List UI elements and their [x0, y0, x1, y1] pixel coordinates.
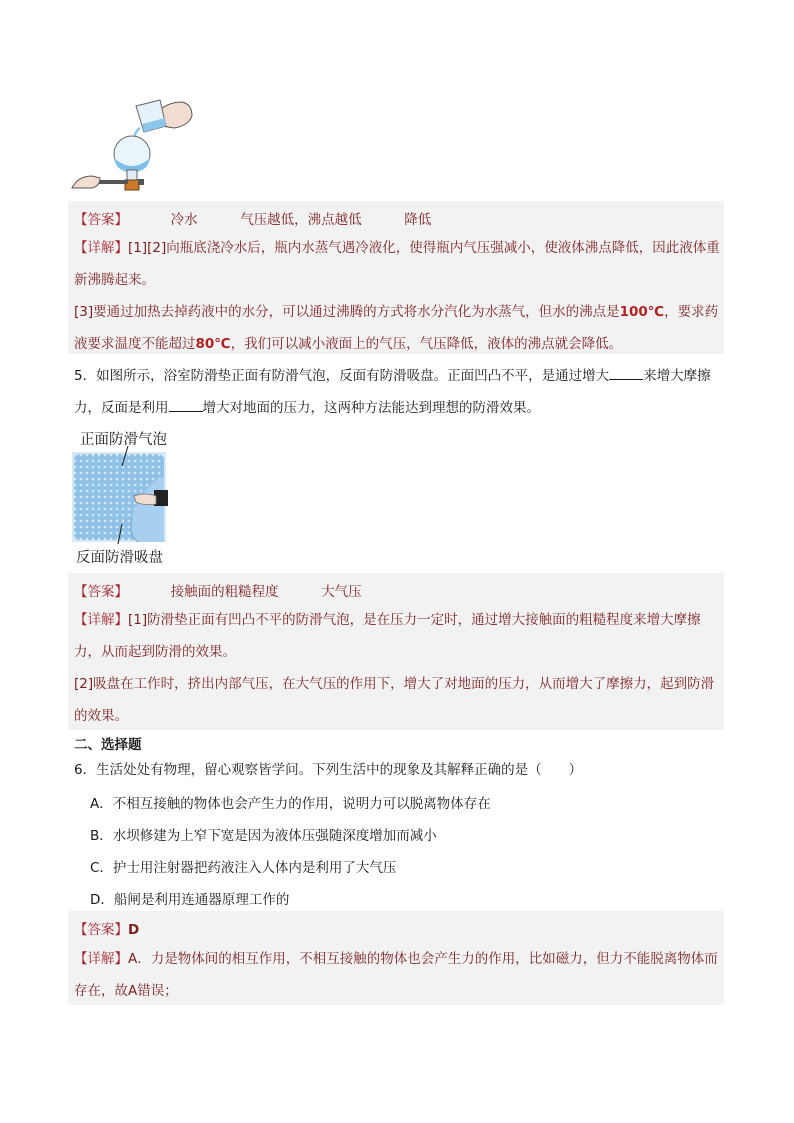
answer-row-q6: 【答案】D	[74, 922, 140, 938]
answer-blank-2	[169, 399, 203, 412]
option-a: A．不相互接触的物体也会产生力的作用，说明力可以脱离物体存在	[90, 796, 491, 812]
option-c: C．护士用注射器把药液注入人体内是利用了大气压	[90, 860, 397, 876]
answer-blank-1	[609, 367, 643, 380]
answer-row-q5: 【答案】 接触面的粗糙程度 大气压	[74, 584, 362, 600]
option-b: B．水坝修建为上窄下宽是因为液体压强随深度增加而减小	[90, 828, 437, 844]
detail-tag: 【详解】	[74, 240, 128, 256]
caption-front-bubbles: 正面防滑气泡	[80, 432, 167, 448]
answer-part-1: 冷水	[170, 212, 198, 228]
detail-q5-p2: [2]吸盘在工作时，挤出内部气压，在大气压的作用下，增大了对地面的压力，从而增大了摩擦力，起到防滑的效果。	[74, 676, 715, 724]
answer-tag: 【答案】	[74, 212, 128, 228]
option-d: D．船闸是利用连通器原理工作的	[90, 892, 290, 908]
question-5-stem: 5．如图所示，浴室防滑垫正面有防滑气泡，反面有防滑吸盘。正面凹凸不平，是通过增大 来增大摩擦力，反面是利用 增大对地面的压力，这两种方法能达到理想的防滑效果。	[74, 368, 711, 416]
detail-q6: 【详解】A．力是物体间的相互作用，不相互接触的物体也会产生力的作用，比如磁力，但力不能脱离物体而存在，故A错误；	[74, 951, 718, 999]
detail-q4-p2: [3]要通过加热去掉药液中的水分，可以通过沸腾的方式将水分汽化为水蒸气，但水的沸点是100℃，要求药液要求温度不能超过80℃，我们可以减小液面上的气压，气压降低，液体的沸点就会降低。	[74, 304, 719, 352]
bath-mat-figure	[72, 446, 168, 544]
answer-row-q4	[74, 208, 431, 228]
flask-figure	[70, 96, 194, 196]
answer-part-2: 大气压	[321, 584, 362, 600]
answer-part-1: 接触面的粗糙程度	[170, 584, 279, 600]
detail-q5-p1: 【详解】[1]防滑垫正面有凹凸不平的防滑气泡，是在压力一定时，通过增大接触面的粗糙程度来增大摩擦力，从而起到防滑的效果。	[74, 612, 701, 660]
caption-back-suction: 反面防滑吸盘	[76, 550, 163, 566]
section-title: 二、选择题	[74, 737, 142, 753]
answer-part-2: 气压越低，沸点越低	[240, 212, 362, 228]
answer-value: D	[128, 922, 140, 938]
question-6-stem: 6．生活处处有物理，留心观察皆学问。下列生活中的现象及其解释正确的是（ ）	[74, 762, 583, 778]
answer-part-3: 降低	[404, 212, 432, 228]
detail-q4-p1: 【详解】[1][2]向瓶底浇冷水后，瓶内水蒸气遇冷液化，使得瓶内气压强减小，使液体沸点降低，因此液体重新沸腾起来。	[74, 240, 720, 288]
